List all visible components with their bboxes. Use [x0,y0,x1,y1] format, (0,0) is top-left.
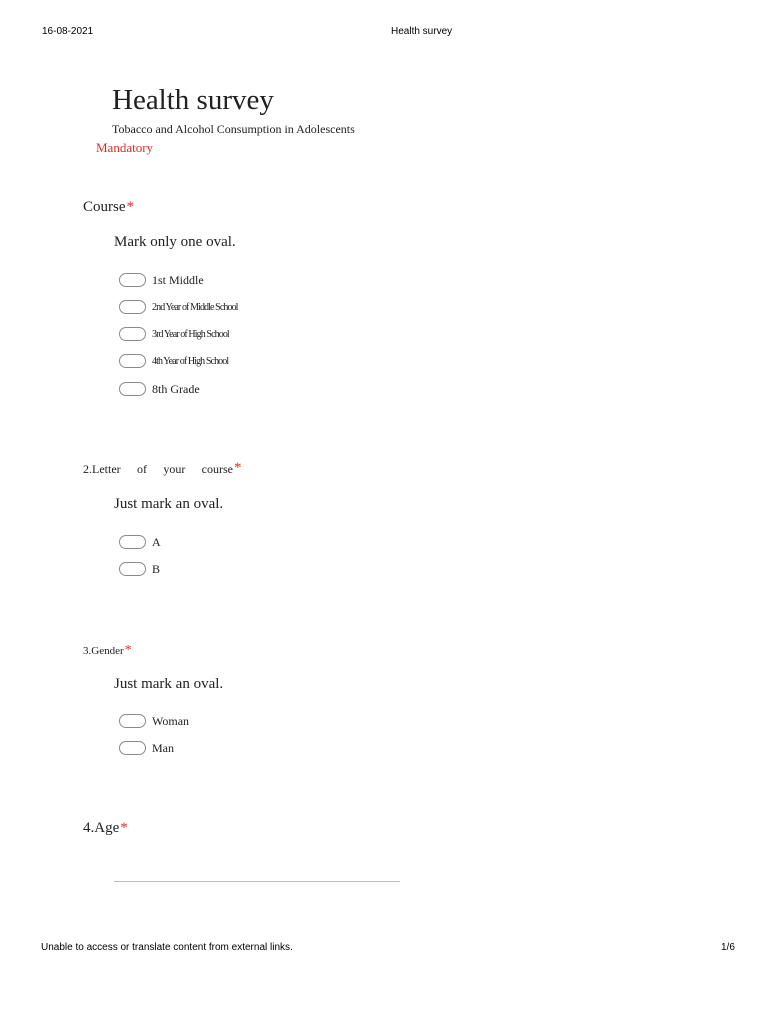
question-title-word: your [163,462,186,476]
question-title-text: Course [83,199,126,215]
radio-option[interactable] [119,740,174,756]
required-asterisk-container [233,460,242,477]
radio-option-label: A [152,534,161,549]
question-letter-title [83,462,233,477]
radio-option[interactable] [119,299,238,315]
radio-oval-icon[interactable] [119,741,146,755]
print-header-title: Health survey [391,26,453,37]
required-asterisk: * [234,460,242,476]
question-helper-text: Just mark an oval. [114,676,224,692]
required-asterisk: * [124,643,132,658]
question-helper-text: Just mark an oval. [114,496,224,512]
print-date: 16-08-2021 [42,26,94,37]
radio-oval-icon[interactable] [119,714,146,728]
question-title-word: course [201,462,233,476]
radio-option[interactable] [119,326,229,342]
radio-option-label: 3rd Year of High School [152,328,229,340]
question-title-word: of [136,462,147,476]
mandatory-notice: Mandatory [96,140,154,155]
radio-option-label: 1st Middle [152,272,204,287]
radio-option[interactable] [119,561,160,577]
form-description: Tobacco and Alcohol Consumption in Adolescents [112,122,355,136]
page-number: 1/6 [721,942,735,953]
radio-option-label: B [152,561,161,576]
radio-option-label: 8th Grade [152,381,200,396]
radio-option[interactable] [119,272,204,288]
question-course-title [83,199,134,216]
radio-option[interactable] [119,381,200,397]
radio-option[interactable] [119,353,228,369]
radio-option-label: 4th Year of High School [152,355,229,367]
radio-oval-icon[interactable] [119,327,146,341]
question-title-text: 4.Age [83,820,120,836]
radio-oval-icon[interactable] [119,382,146,396]
question-age-title [83,820,128,837]
form-title: Health survey [112,84,274,116]
radio-option-label: Man [152,740,174,755]
radio-oval-icon[interactable] [119,535,146,549]
radio-option-label: Woman [152,713,190,728]
radio-oval-icon[interactable] [119,300,146,314]
footer-note: Unable to access or translate content from external links. [41,942,293,953]
radio-option-label: 2nd Year of Middle School [152,301,238,313]
question-title-word: 2.Letter [83,462,121,476]
radio-option[interactable] [119,534,161,550]
radio-oval-icon[interactable] [119,273,146,287]
question-helper-text: Mark only one oval. [114,234,236,250]
age-answer-field[interactable] [114,881,400,882]
question-gender-title [83,643,132,659]
radio-oval-icon[interactable] [119,562,146,576]
required-asterisk: * [126,199,134,215]
required-asterisk: * [120,820,128,836]
radio-option[interactable] [119,713,189,729]
radio-oval-icon[interactable] [119,354,146,368]
question-title-text: 3.Gender [83,645,124,657]
